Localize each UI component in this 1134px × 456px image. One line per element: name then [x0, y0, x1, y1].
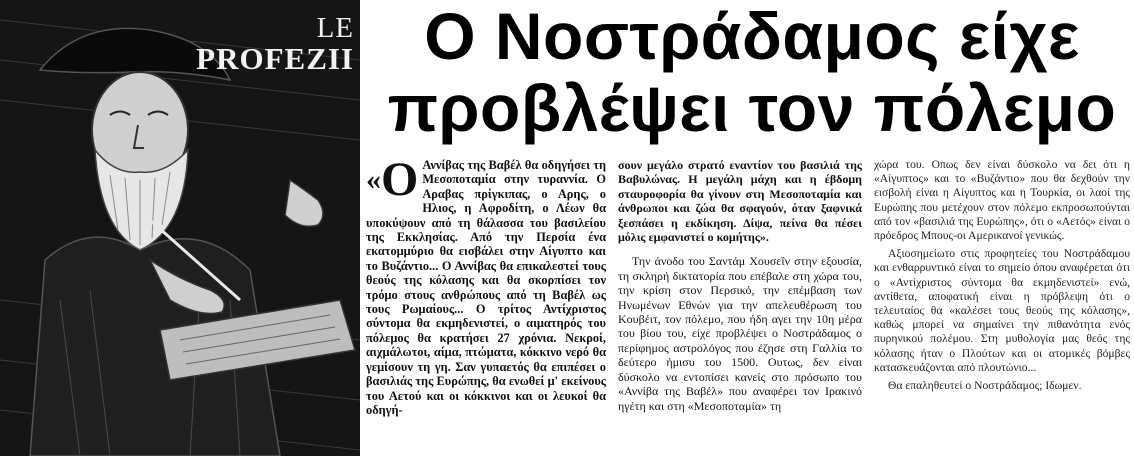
headline-line-1: Ο Νοστράδαμος είχε: [424, 0, 1080, 73]
caption-line-1: LE: [316, 12, 354, 44]
image-caption: [164, 14, 354, 74]
opening-quote-mark: «: [366, 163, 381, 196]
article-headline: [372, 0, 1132, 144]
column-2-paragraph-1: σουν μεγάλο στρατό εναντίον του βασιλιά της Βαβυλώνας. Η μεγάλη μάχη και η έβδομη σταυροφορία θα γίνουν στη Μεσοποταμία και άνθρωποι και ζώα θα σφαγούν, όταν ξαφνικά ξεσπάσει η εκδίκηση. Δίψα, πείνα θα πέσει μόλις εμφανιστεί ο κομήτης».: [618, 158, 862, 245]
dropcap-letter: Ο: [381, 153, 419, 206]
column-1-text: Αννίβας της Βαβέλ θα οδηγήσει τη Μεσοποταμία στην τυραννία. Ο Αραβας πρίγκιπας, ο Αρης, ο Ηλιος, η Αφροδίτη, ο Λέων θα υποκύψουν από τη θάλασσα του βασιλείου της Εκκλησίας. Από την Περσία ένα εκατομμύριο θα εισβάλει στην Αίγυπτο και το Βυζάντιο... Ο Αννίβας θα επικαλεστεί τους θεούς της κόλασης και θα σκορπίσει τον τρόμο στους ανθρώπους από τη Βαβέλ ως τους Ρωμαίους... Ο τρίτος Αντίχριστος σύντομα θα εκμηδενιστεί, ο αιματηρός του πόλεμος θα κρατήσει 27 χρόνια. Νεκροί, αιχμάλωτοι, αίμα, πτώματα, κόκκινο νερό θα γεμίσουν τη γη. Σαν γυπαετός θα επιπέσει ο βασιλιάς της Ευρώπης, θα ενωθεί μ' εκείνους του Αετού και οι κόκκινοι και οι λευκοί θα οδηγή-: [366, 158, 606, 417]
nostradamus-portrait-image: [0, 0, 360, 456]
dropcap-block: [366, 153, 419, 206]
headline-line-2: προβλέψει τον πόλεμο: [387, 71, 1117, 145]
caption-line-2: PROFEZII: [196, 41, 354, 76]
column-3-paragraph-3: Θα επαληθευτεί ο Νοστράδαμος; Ιδωμεν.: [888, 379, 1082, 393]
column-3-paragraph-1: χώρα του. Οπως δεν είναι δύσκολο να δει ότι η «Αίγυπτος» και το «Βυζάντιο» που θα δεχθούν την εισβολή είναι η Αίγυπτος και η Τουρκία, οι λαοί της Ευρώπης που μετέχουν στον πόλεμο εκπροσωπούνται από τον «βασιλιά της Ευρώπης», ότι ο «Αετός» είναι ο πρόεδρος Μπους-οι Αμερικανοί γενικώς.: [874, 158, 1130, 243]
article-column-1: [366, 153, 606, 421]
column-2-paragraph-2: Την άνοδο του Σαντάμ Χουσεΐν στην εξουσία, τη σκληρή δικτατορία που επέβαλε στη χώρα του, την κρίση στον Περσικό, την επέμβαση των Ηνωμένων Εθνών για την απελευθέρωση του Κουβέιτ, τον πόλεμο, που ήδη αγει την 10η μέρα του βίου του, είχε προβλέψει ο Νοστράδαμος ο περίφημος αστρολόγος που έζησε στη Γαλλία το δεύτερο ήμισυ του 1500. Ουτως, δεν είναι δύσκολο να εντοπίσει κανείς στο πρόσωπο του «Αννίβα της Βαβέλ» που αναφέρει τον Ιρακινό ηγέτη και στη «Μεσοποταμία» τη: [618, 254, 862, 413]
column-3-paragraph-2: Αξιοσημείωτο στις προφητείες του Νοστράδαμου και ενθαρρυντικό είναι το σημείο όπου αναφέρεται ότι ο «Αντίχριστος σύντομα θα εκμηδενιστεί» ενώ, αντίθετα, αποφατική είναι η πρόβλεψη ότι ο τελευταίος θα «καλέσει τους θεούς της κόλασης», καθώς μπορεί να σημαίνει την πιθανότητα ενός πυρηνικού πολέμου. Στη μυθολογία μας θεός της κόλασης ήταν ο Πλούτων και οι ατομικές βόμβες κατασκευάζονται από πλουτώνιο...: [874, 247, 1130, 374]
column-1-paragraph: [366, 153, 606, 417]
article-column-2: [618, 158, 862, 417]
article-column-3: [874, 158, 1130, 397]
